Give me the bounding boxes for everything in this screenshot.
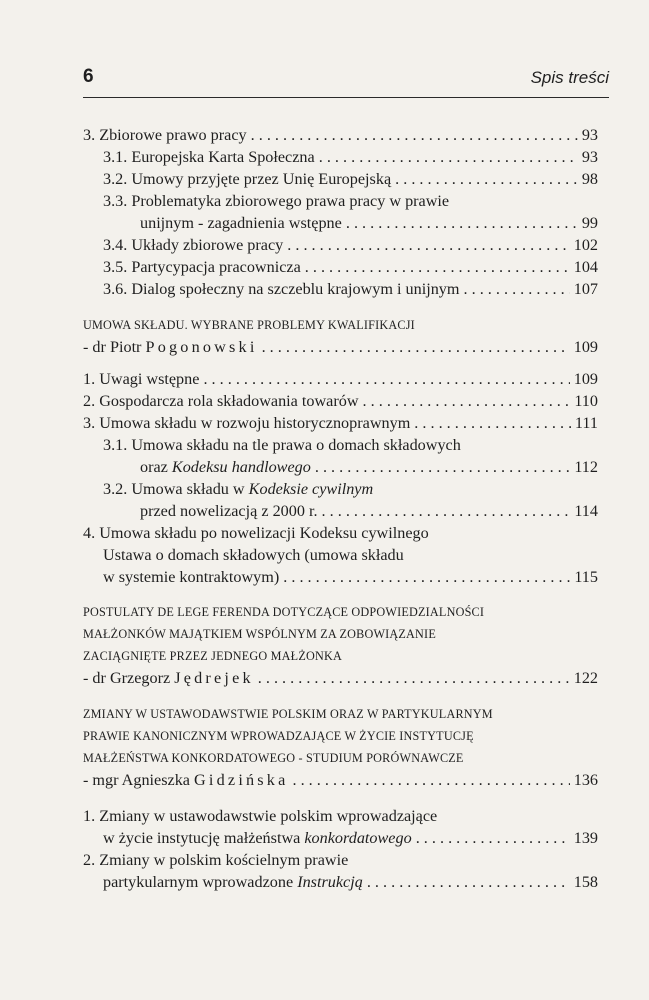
toc-entry: 2. Gospodarcza rola składowania towarów . . . 110 bbox=[83, 390, 598, 412]
article-title: UMOWA SKŁADU. WYBRANE PROBLEMY KWALIFIKACJI bbox=[83, 318, 415, 332]
toc-entry: 3.5. Partycypacja pracownicza . . . 104 bbox=[103, 256, 598, 278]
toc-entry: 3.2. Umowy przyjęte przez Unię Europejską . . . 98 bbox=[103, 168, 598, 190]
toc-entry: 3.1. Umowa składu na tle prawa o domach składowych bbox=[103, 436, 461, 454]
toc-entry: 3.6. Dialog społeczny na szczeblu krajowym i unijnym . . . 107 bbox=[103, 278, 598, 300]
article-author: - dr Piotr Pogonowski . . . 109 bbox=[83, 336, 598, 358]
page-header bbox=[83, 66, 609, 92]
toc-entry: 3.2. Umowa składu w Kodeksie cywilnym bbox=[103, 480, 374, 498]
toc-entry: 3. Umowa składu w rozwoju historycznoprawnym . . . 111 bbox=[83, 412, 598, 434]
toc-entry: 1. Uwagi wstępne . . . 109 bbox=[83, 368, 598, 390]
article-title: POSTULATY DE LEGE FERENDA DOTYCZĄCE ODPOWIEDZIALNOŚCI bbox=[83, 605, 485, 619]
toc-entry: 3.4. Układy zbiorowe pracy . . . 102 bbox=[103, 234, 598, 256]
article-title: ZACIĄGNIĘTE PRZEZ JEDNEGO MAŁŻONKA bbox=[83, 649, 342, 663]
header-rule bbox=[83, 97, 609, 98]
toc-entry: w życie instytucję małżeństwa konkordatowego . . . 139 bbox=[103, 827, 598, 849]
toc-entry: Ustawa o domach składowych (umowa składu bbox=[103, 546, 404, 564]
toc-entry: 4. Umowa składu po nowelizacji Kodeksu cywilnego bbox=[83, 524, 429, 542]
toc-entry: 3. Zbiorowe prawo pracy . . . 93 bbox=[83, 124, 598, 146]
toc-entry: 3.1. Europejska Karta Społeczna . . . 93 bbox=[103, 146, 598, 168]
page-number: 6 bbox=[83, 66, 94, 87]
toc-entry: partykularnym wprowadzone Instrukcją . . . 158 bbox=[103, 871, 598, 893]
article-author: - dr Grzegorz Jędrejek . . . 122 bbox=[83, 667, 598, 689]
article-author: - mgr Agnieszka Gidzińska . . . 136 bbox=[83, 769, 598, 791]
article-title: MAŁŻONKÓW MAJĄTKIEM WSPÓLNYM ZA ZOBOWIĄZANIE bbox=[83, 627, 436, 641]
toc-entry: 1. Zmiany w ustawodawstwie polskim wprowadzające bbox=[83, 807, 438, 825]
toc-entry: przed nowelizacją z 2000 r. . . . 114 bbox=[140, 500, 598, 522]
toc-entry: oraz Kodeksu handlowego . . . 112 bbox=[140, 456, 598, 478]
toc-entry: 3.3. Problematyka zbiorowego prawa pracy w prawie bbox=[103, 192, 450, 210]
article-title: PRAWIE KANONICZNYM WPROWADZAJĄCE W ŻYCIE INSTYTUCJĘ bbox=[83, 729, 474, 743]
running-title: Spis treści bbox=[530, 68, 609, 87]
toc-entry: unijnym - zagadnienia wstępne . . . 99 bbox=[140, 212, 598, 234]
toc-entry: w systemie kontraktowym) . . . 115 bbox=[103, 566, 598, 588]
article-title: MAŁŻEŃSTWA KONKORDATOWEGO - STUDIUM PORÓWNAWCZE bbox=[83, 751, 464, 765]
article-title: ZMIANY W USTAWODAWSTWIE POLSKIM ORAZ W PARTYKULARNYM bbox=[83, 707, 493, 721]
toc-entry: 2. Zmiany w polskim kościelnym prawie bbox=[83, 851, 349, 869]
